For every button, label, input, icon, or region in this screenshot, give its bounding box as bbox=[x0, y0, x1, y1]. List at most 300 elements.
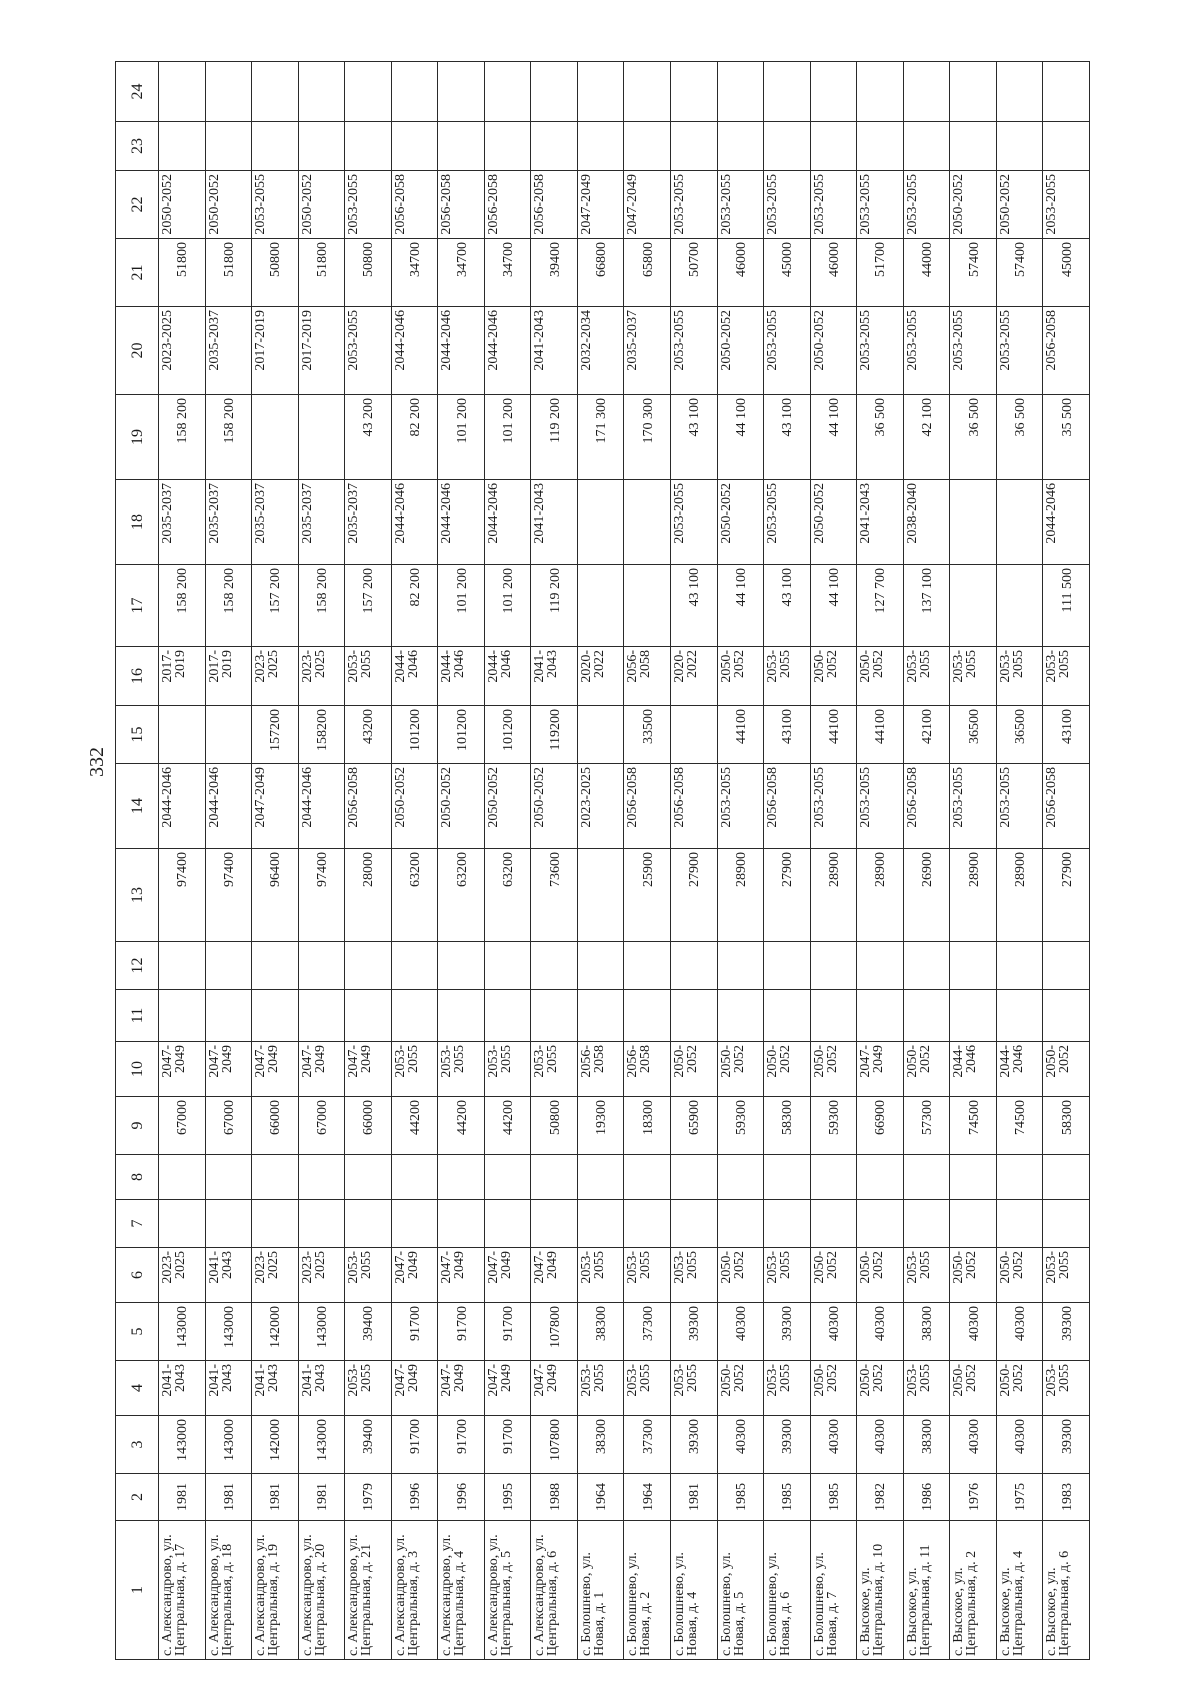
table-cell: 40300 bbox=[996, 1303, 1043, 1361]
table-cell bbox=[484, 1200, 531, 1248]
table-cell bbox=[159, 122, 206, 171]
table-cell bbox=[810, 942, 857, 990]
table-cell: 2050-2052 bbox=[159, 171, 206, 239]
table-cell bbox=[252, 990, 299, 1042]
table-cell: 36 500 bbox=[996, 395, 1043, 480]
table-cell: 2047-2049 bbox=[391, 1248, 438, 1303]
table-cell: 27900 bbox=[1043, 849, 1090, 942]
table-cell bbox=[438, 1155, 485, 1200]
table-cell bbox=[438, 1200, 485, 1248]
table-cell: 51800 bbox=[205, 239, 252, 307]
table-cell: 51800 bbox=[159, 239, 206, 307]
table-cell: 2056-2058 bbox=[624, 764, 671, 849]
table-cell bbox=[624, 990, 671, 1042]
table-cell: 40300 bbox=[996, 1416, 1043, 1474]
table-cell: 1995 bbox=[484, 1474, 531, 1521]
table-cell: 2044-2046 bbox=[484, 647, 531, 706]
table-cell: 2017-2019 bbox=[298, 307, 345, 395]
table-cell: 38300 bbox=[903, 1303, 950, 1361]
table-cell bbox=[252, 122, 299, 171]
table-cell bbox=[950, 122, 997, 171]
table-cell bbox=[484, 942, 531, 990]
table-cell: 2032-2034 bbox=[577, 307, 624, 395]
table-cell: 2023-2025 bbox=[577, 764, 624, 849]
table-cell: 63200 bbox=[484, 849, 531, 942]
table-cell: 1988 bbox=[531, 1474, 578, 1521]
table-cell: 27900 bbox=[671, 849, 718, 942]
table-cell: 2050-2052 bbox=[996, 1361, 1043, 1416]
table-row bbox=[531, 62, 578, 1660]
table-cell: 2053-2055 bbox=[345, 1248, 392, 1303]
table-row bbox=[205, 62, 252, 1660]
table-cell: 82 200 bbox=[391, 565, 438, 647]
address-cell: с. Александрово, ул. Центральная, д. 4 bbox=[438, 1521, 485, 1660]
table-cell: 97400 bbox=[298, 849, 345, 942]
table-cell: 2047-2049 bbox=[298, 1042, 345, 1097]
table-cell: 143000 bbox=[159, 1303, 206, 1361]
table-cell: 2044-2046 bbox=[996, 1042, 1043, 1097]
table-cell: 2050-2052 bbox=[810, 647, 857, 706]
table-cell bbox=[624, 942, 671, 990]
table-cell: 26900 bbox=[903, 849, 950, 942]
table-cell bbox=[624, 62, 671, 122]
table-cell bbox=[577, 1200, 624, 1248]
table-cell bbox=[298, 942, 345, 990]
table-cell bbox=[903, 1155, 950, 1200]
column-header-1: 1 bbox=[116, 1521, 159, 1660]
table-cell: 2023-2025 bbox=[298, 647, 345, 706]
table-cell: 2050-2052 bbox=[717, 1361, 764, 1416]
table-cell bbox=[205, 942, 252, 990]
table-cell bbox=[298, 62, 345, 122]
table-cell bbox=[857, 1200, 904, 1248]
table-cell: 1981 bbox=[205, 1474, 252, 1521]
table-cell: 18300 bbox=[624, 1097, 671, 1155]
table-cell: 2053-2055 bbox=[345, 647, 392, 706]
table-cell bbox=[345, 942, 392, 990]
table-cell: 2053-2055 bbox=[764, 307, 811, 395]
table-cell: 107800 bbox=[531, 1416, 578, 1474]
table-cell: 143000 bbox=[159, 1416, 206, 1474]
table-cell: 43 100 bbox=[764, 565, 811, 647]
table-cell bbox=[996, 1200, 1043, 1248]
table-cell: 1981 bbox=[252, 1474, 299, 1521]
table-cell: 58300 bbox=[1043, 1097, 1090, 1155]
table-cell: 44200 bbox=[484, 1097, 531, 1155]
table-cell bbox=[205, 1155, 252, 1200]
table-cell: 33500 bbox=[624, 706, 671, 764]
table-cell: 101200 bbox=[484, 706, 531, 764]
table-cell bbox=[1043, 62, 1090, 122]
table-cell: 39400 bbox=[531, 239, 578, 307]
table-cell: 2047-2049 bbox=[391, 1361, 438, 1416]
table-cell bbox=[857, 990, 904, 1042]
table-cell bbox=[903, 990, 950, 1042]
table-cell: 34700 bbox=[391, 239, 438, 307]
table-cell: 2053-2055 bbox=[671, 480, 718, 565]
table-cell: 2035-2037 bbox=[345, 480, 392, 565]
table-cell: 2050-2052 bbox=[205, 171, 252, 239]
table-cell: 2044-2046 bbox=[159, 764, 206, 849]
table-cell bbox=[345, 1155, 392, 1200]
table-cell: 40300 bbox=[717, 1303, 764, 1361]
column-header-15: 15 bbox=[116, 706, 159, 764]
table-cell bbox=[764, 122, 811, 171]
table-cell: 2053-2055 bbox=[1043, 1248, 1090, 1303]
table-row bbox=[996, 62, 1043, 1660]
table-cell bbox=[577, 942, 624, 990]
table-cell: 59300 bbox=[810, 1097, 857, 1155]
table-cell: 43 100 bbox=[671, 565, 718, 647]
table-cell: 1975 bbox=[996, 1474, 1043, 1521]
table-cell: 74500 bbox=[950, 1097, 997, 1155]
table-cell: 2056-2058 bbox=[531, 171, 578, 239]
table-cell: 2050-2052 bbox=[438, 764, 485, 849]
table-cell: 2053-2055 bbox=[1043, 171, 1090, 239]
table-cell: 143000 bbox=[205, 1416, 252, 1474]
table-cell: 1983 bbox=[1043, 1474, 1090, 1521]
address-cell: с. Высокое, ул. Центральная, д. 10 bbox=[857, 1521, 904, 1660]
page-number: 332 bbox=[86, 747, 108, 777]
table-cell: 2050-2052 bbox=[531, 764, 578, 849]
table-cell bbox=[671, 706, 718, 764]
table-cell bbox=[717, 942, 764, 990]
table-cell: 2053-2055 bbox=[996, 307, 1043, 395]
table-cell: 39300 bbox=[764, 1303, 811, 1361]
table-row bbox=[484, 62, 531, 1660]
table-cell bbox=[298, 122, 345, 171]
table-cell bbox=[252, 62, 299, 122]
table-cell: 36 500 bbox=[857, 395, 904, 480]
table-cell: 101 200 bbox=[484, 565, 531, 647]
table-cell: 2050-2052 bbox=[810, 1361, 857, 1416]
table-cell: 2053-2055 bbox=[764, 171, 811, 239]
table-cell: 157 200 bbox=[252, 565, 299, 647]
table-cell bbox=[950, 565, 997, 647]
table-cell: 2056-2058 bbox=[391, 171, 438, 239]
address-cell: с. Александрово, ул. Центральная, д. 3 bbox=[391, 1521, 438, 1660]
table-cell: 2044-2046 bbox=[484, 480, 531, 565]
column-header-18: 18 bbox=[116, 480, 159, 565]
table-cell: 2044-2046 bbox=[391, 647, 438, 706]
table-cell bbox=[298, 1155, 345, 1200]
table-cell: 35 500 bbox=[1043, 395, 1090, 480]
table-cell: 59300 bbox=[717, 1097, 764, 1155]
table-cell: 2047-2049 bbox=[205, 1042, 252, 1097]
table-cell: 2053-2055 bbox=[671, 307, 718, 395]
table-cell: 107800 bbox=[531, 1303, 578, 1361]
table-cell: 2050-2052 bbox=[857, 647, 904, 706]
table-cell: 2053-2055 bbox=[903, 171, 950, 239]
table-cell: 2047-2049 bbox=[252, 764, 299, 849]
table-cell: 2038-2040 bbox=[903, 480, 950, 565]
table-cell bbox=[671, 990, 718, 1042]
table-cell: 1981 bbox=[159, 1474, 206, 1521]
table-cell: 50700 bbox=[671, 239, 718, 307]
table-cell bbox=[717, 1200, 764, 1248]
table-cell: 1964 bbox=[577, 1474, 624, 1521]
table-cell: 28900 bbox=[810, 849, 857, 942]
table-cell: 2053-2055 bbox=[857, 171, 904, 239]
table-cell: 2056-2058 bbox=[484, 171, 531, 239]
table-cell: 142000 bbox=[252, 1416, 299, 1474]
table-cell: 66000 bbox=[345, 1097, 392, 1155]
address-cell: с. Болошнево, ул. Новая, д. 7 bbox=[810, 1521, 857, 1660]
table-cell bbox=[159, 942, 206, 990]
column-header-21: 21 bbox=[116, 239, 159, 307]
table-cell: 2035-2037 bbox=[252, 480, 299, 565]
table-cell: 2056-2058 bbox=[903, 764, 950, 849]
table-cell bbox=[159, 62, 206, 122]
table-cell bbox=[624, 1200, 671, 1248]
table-cell: 2053-2055 bbox=[810, 171, 857, 239]
table-row bbox=[577, 62, 624, 1660]
table-cell: 170 300 bbox=[624, 395, 671, 480]
table-cell: 2053-2055 bbox=[345, 171, 392, 239]
table-row bbox=[950, 62, 997, 1660]
table-cell: 2041-2043 bbox=[205, 1361, 252, 1416]
table-row bbox=[438, 62, 485, 1660]
table-cell: 2047-2049 bbox=[484, 1361, 531, 1416]
table-cell: 2041-2043 bbox=[159, 1361, 206, 1416]
table-cell: 37300 bbox=[624, 1416, 671, 1474]
address-cell: с. Высокое, ул. Центральная, д. 2 bbox=[950, 1521, 997, 1660]
address-cell: с. Болошнево, ул. Новая, д. 1 bbox=[577, 1521, 624, 1660]
address-cell: с. Высокое, ул. Центральная, д. 11 bbox=[903, 1521, 950, 1660]
table-cell: 2050-2052 bbox=[717, 1248, 764, 1303]
table-cell: 1996 bbox=[391, 1474, 438, 1521]
table-cell: 2053-2055 bbox=[1043, 647, 1090, 706]
column-header-20: 20 bbox=[116, 307, 159, 395]
table-cell bbox=[996, 942, 1043, 990]
table-cell: 111 500 bbox=[1043, 565, 1090, 647]
table-cell: 2044-2046 bbox=[1043, 480, 1090, 565]
table-cell bbox=[624, 480, 671, 565]
table-cell: 46000 bbox=[717, 239, 764, 307]
table-cell: 2050-2052 bbox=[717, 1042, 764, 1097]
table-cell: 157 200 bbox=[345, 565, 392, 647]
table-cell bbox=[857, 62, 904, 122]
address-cell: с. Болошнево, ул. Новая, д. 4 bbox=[671, 1521, 718, 1660]
table-cell: 51700 bbox=[857, 239, 904, 307]
table-row bbox=[671, 62, 718, 1660]
table-cell: 2053-2055 bbox=[1043, 1361, 1090, 1416]
table-cell: 45000 bbox=[1043, 239, 1090, 307]
table-cell bbox=[531, 62, 578, 122]
table-cell: 2053-2055 bbox=[717, 764, 764, 849]
table-cell: 43200 bbox=[345, 706, 392, 764]
table-cell: 44 100 bbox=[717, 565, 764, 647]
table-cell: 19300 bbox=[577, 1097, 624, 1155]
table-cell: 2056-2058 bbox=[764, 764, 811, 849]
table-cell: 40300 bbox=[810, 1416, 857, 1474]
table-cell: 2041-2043 bbox=[252, 1361, 299, 1416]
table-cell bbox=[996, 990, 1043, 1042]
table-cell bbox=[484, 1155, 531, 1200]
table-cell: 171 300 bbox=[577, 395, 624, 480]
table-cell: 2053-2055 bbox=[764, 1361, 811, 1416]
table-cell: 2044-2046 bbox=[484, 307, 531, 395]
table-cell bbox=[345, 122, 392, 171]
table-cell: 2053-2055 bbox=[764, 1248, 811, 1303]
table-cell bbox=[717, 1155, 764, 1200]
table-cell: 2050-2052 bbox=[1043, 1042, 1090, 1097]
table-cell: 28900 bbox=[950, 849, 997, 942]
table-cell: 2053-2055 bbox=[950, 307, 997, 395]
table-cell bbox=[159, 1200, 206, 1248]
table-cell: 2050-2052 bbox=[810, 480, 857, 565]
table-cell: 96400 bbox=[252, 849, 299, 942]
table-cell: 119200 bbox=[531, 706, 578, 764]
table-cell: 40300 bbox=[810, 1303, 857, 1361]
column-header-13: 13 bbox=[116, 849, 159, 942]
table-cell: 38300 bbox=[577, 1416, 624, 1474]
table-cell: 2020-2022 bbox=[577, 647, 624, 706]
table-cell: 91700 bbox=[438, 1303, 485, 1361]
table-cell bbox=[1043, 990, 1090, 1042]
table-cell bbox=[159, 1155, 206, 1200]
table-cell bbox=[205, 990, 252, 1042]
table-cell: 2053-2055 bbox=[391, 1042, 438, 1097]
table-row bbox=[1043, 62, 1090, 1660]
table-cell: 97400 bbox=[159, 849, 206, 942]
table-cell: 28000 bbox=[345, 849, 392, 942]
table-cell: 2053-2055 bbox=[857, 307, 904, 395]
table-cell bbox=[950, 1200, 997, 1248]
table-cell bbox=[391, 62, 438, 122]
address-cell: с. Болошнево, ул. Новая, д. 6 bbox=[764, 1521, 811, 1660]
table-row bbox=[717, 62, 764, 1660]
table-cell: 2017-2019 bbox=[252, 307, 299, 395]
column-header-7: 7 bbox=[116, 1200, 159, 1248]
table-cell: 39400 bbox=[345, 1416, 392, 1474]
table-cell: 65900 bbox=[671, 1097, 718, 1155]
table-cell: 1985 bbox=[810, 1474, 857, 1521]
table-cell: 2056-2058 bbox=[577, 1042, 624, 1097]
table-cell bbox=[857, 1155, 904, 1200]
table-cell bbox=[345, 990, 392, 1042]
table-cell: 2053-2055 bbox=[577, 1248, 624, 1303]
table-cell bbox=[531, 942, 578, 990]
table-cell: 2050-2052 bbox=[810, 1248, 857, 1303]
table-cell: 2041-2043 bbox=[531, 480, 578, 565]
table-cell: 57300 bbox=[903, 1097, 950, 1155]
table-cell: 2053-2055 bbox=[252, 171, 299, 239]
table-cell: 2050-2052 bbox=[810, 1042, 857, 1097]
table-cell: 2053-2055 bbox=[857, 764, 904, 849]
table-cell bbox=[205, 1200, 252, 1248]
table-cell: 101 200 bbox=[438, 565, 485, 647]
table-cell bbox=[391, 942, 438, 990]
table-cell: 37300 bbox=[624, 1303, 671, 1361]
table-cell: 40300 bbox=[950, 1416, 997, 1474]
address-cell: с. Высокое, ул. Центральная, д. 4 bbox=[996, 1521, 1043, 1660]
table-cell: 39300 bbox=[1043, 1303, 1090, 1361]
table-cell: 158 200 bbox=[205, 395, 252, 480]
table-cell: 2023-2025 bbox=[252, 1248, 299, 1303]
table-cell: 157200 bbox=[252, 706, 299, 764]
table-cell: 2044-2046 bbox=[950, 1042, 997, 1097]
table-cell: 2050-2052 bbox=[950, 1361, 997, 1416]
table-cell bbox=[996, 480, 1043, 565]
table-cell: 101 200 bbox=[484, 395, 531, 480]
table-cell: 44 100 bbox=[810, 565, 857, 647]
table-cell: 63200 bbox=[438, 849, 485, 942]
table-cell: 43 100 bbox=[671, 395, 718, 480]
table-row bbox=[298, 62, 345, 1660]
table-cell bbox=[810, 62, 857, 122]
column-header-16: 16 bbox=[116, 647, 159, 706]
table-cell bbox=[252, 942, 299, 990]
table-cell: 44100 bbox=[857, 706, 904, 764]
table-cell: 44 100 bbox=[717, 395, 764, 480]
table-cell: 36500 bbox=[950, 706, 997, 764]
table-cell: 45000 bbox=[764, 239, 811, 307]
address-cell: с. Александрово, ул. Центральная, д. 19 bbox=[252, 1521, 299, 1660]
address-cell: с. Александрово, ул. Центральная, д. 6 bbox=[531, 1521, 578, 1660]
table-cell bbox=[857, 942, 904, 990]
table-cell: 91700 bbox=[391, 1303, 438, 1361]
table-cell: 91700 bbox=[484, 1416, 531, 1474]
table-cell bbox=[1043, 1200, 1090, 1248]
table-row bbox=[764, 62, 811, 1660]
table-cell: 39300 bbox=[671, 1416, 718, 1474]
table-cell: 28900 bbox=[717, 849, 764, 942]
table-cell bbox=[624, 122, 671, 171]
table-cell: 2053-2055 bbox=[903, 1248, 950, 1303]
table-cell: 158 200 bbox=[298, 565, 345, 647]
table-row bbox=[857, 62, 904, 1660]
table-cell: 2044-2046 bbox=[438, 307, 485, 395]
table-cell: 2053-2055 bbox=[345, 1361, 392, 1416]
table-cell bbox=[903, 1200, 950, 1248]
table-cell bbox=[950, 1155, 997, 1200]
table-cell: 25900 bbox=[624, 849, 671, 942]
table-cell bbox=[391, 990, 438, 1042]
table-cell: 2023-2025 bbox=[159, 307, 206, 395]
column-header-9: 9 bbox=[116, 1097, 159, 1155]
table-cell: 91700 bbox=[391, 1416, 438, 1474]
table-cell: 1996 bbox=[438, 1474, 485, 1521]
table-cell: 2050-2052 bbox=[717, 647, 764, 706]
table-cell bbox=[810, 1155, 857, 1200]
table-cell bbox=[205, 706, 252, 764]
table-cell: 40300 bbox=[717, 1416, 764, 1474]
table-cell: 2041-2043 bbox=[531, 307, 578, 395]
table-cell: 44100 bbox=[810, 706, 857, 764]
table-cell bbox=[764, 990, 811, 1042]
table-cell: 2017-2019 bbox=[205, 647, 252, 706]
table-body bbox=[159, 62, 1090, 1660]
table-cell bbox=[438, 942, 485, 990]
table-cell: 2053-2055 bbox=[671, 171, 718, 239]
table-cell bbox=[903, 122, 950, 171]
table-cell: 2041-2043 bbox=[857, 480, 904, 565]
table-cell: 2047-2049 bbox=[577, 171, 624, 239]
table-row bbox=[252, 62, 299, 1660]
data-table bbox=[115, 61, 1090, 1660]
column-number-row bbox=[116, 62, 159, 1660]
table-cell: 2056-2058 bbox=[438, 171, 485, 239]
address-cell: с. Болошнево, ул. Новая, д. 2 bbox=[624, 1521, 671, 1660]
table-cell: 36500 bbox=[996, 706, 1043, 764]
table-cell: 66800 bbox=[577, 239, 624, 307]
table-row bbox=[624, 62, 671, 1660]
table-cell: 143000 bbox=[205, 1303, 252, 1361]
table-cell bbox=[298, 990, 345, 1042]
table-cell: 158200 bbox=[298, 706, 345, 764]
column-header-22: 22 bbox=[116, 171, 159, 239]
